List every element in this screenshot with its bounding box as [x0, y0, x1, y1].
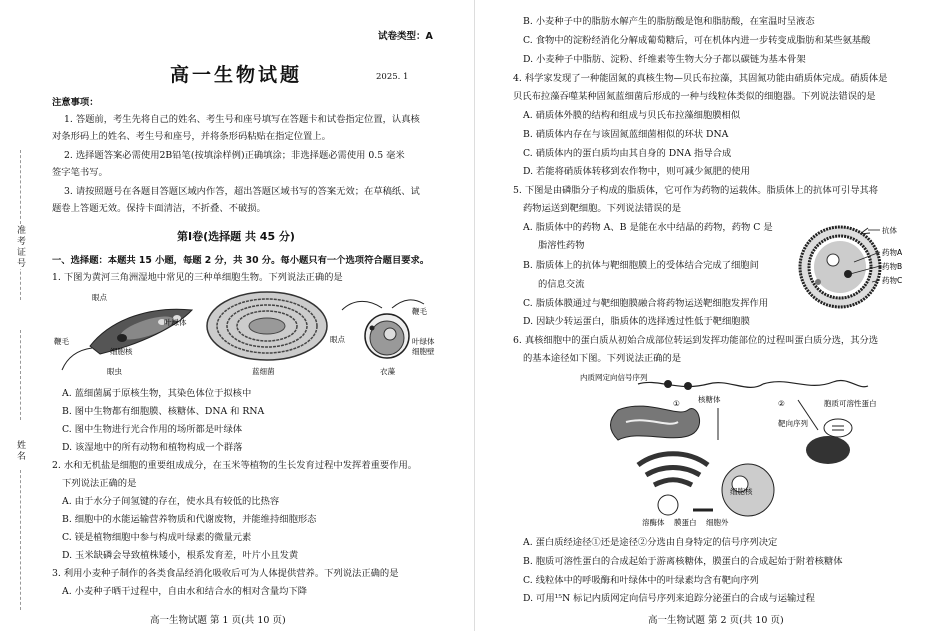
question-4-stem: 贝氏布拉藻吞噬某种固氮蓝细菌后形成的一种与线粒体类似的细胞器。下列说法错误的是: [513, 91, 876, 102]
question-4-stem: 4. 科学家发现了一种能固氮的真核生物—贝氏布拉藻，其固氮功能由硝质体完成。硝质体是: [513, 73, 888, 84]
fig-label: ①: [673, 399, 680, 408]
fig-label: 细胞核: [730, 487, 753, 496]
option: D. 该湿地中的所有动物和植物构成一个群落: [62, 442, 243, 453]
option: D. 因缺少转运蛋白，脂质体的选择透过性低于靶细胞膜: [523, 316, 750, 327]
option: C. 硝质体内的蛋白质均由其自身的 DNA 指导合成: [523, 148, 732, 159]
option: C. 食物中的淀粉经消化分解成葡萄糖后，可在机体内进一步转变成脂肪和某些氨基酸: [523, 35, 871, 46]
fig-label: 眼点: [92, 293, 107, 302]
fig-label: 衣藻: [380, 367, 395, 376]
question-5-stem: 5. 下图是由磷脂分子构成的脂质体，它可作为药物的运载体。脂质体上的抗体可引导其将: [513, 185, 879, 196]
option: 脂溶性药物: [538, 240, 585, 251]
option: A. 硝质体外膜的结构和组成与贝氏布拉藻细胞膜相似: [523, 110, 741, 121]
fig-label: 叶绿体: [164, 318, 187, 327]
notice-line: 1. 答题前，考生先将自己的姓名、考生号和座号填写在答题卡和试卷指定位置，认真核: [64, 114, 420, 125]
option: C. 镁是植物细胞中参与构成叶绿素的微量元素: [62, 532, 252, 543]
fig-label: 溶酶体: [642, 518, 665, 527]
option: B. 小麦种子中的脂肪水解产生的脂肪酸是饱和脂肪酸，在室温时呈液态: [523, 16, 815, 27]
option: D. 可用¹⁵N 标记内质网定向信号序列来追踪分泌蛋白的合成与运输过程: [523, 593, 815, 604]
fig-label: 药物C: [882, 276, 903, 285]
fig-label: ②: [778, 399, 785, 408]
option: A. 小麦种子晒干过程中，自由水和结合水的相对含量均下降: [62, 586, 308, 597]
option: A. 脂质体中的药物 A、B 是能在水中结晶的药物，药物 C 是: [523, 222, 773, 233]
fig-label: 眼虫: [107, 367, 122, 376]
option: B. 硝质体内存在与该固氮蓝细菌相似的环状 DNA: [523, 129, 729, 140]
notice-line: 2. 选择题答案必需使用2B铅笔(按填涂样例)正确填涂；非选择题必需使用 0.5 毫米: [64, 150, 405, 161]
binding-line: [20, 330, 21, 420]
liposome-figure: [798, 222, 908, 312]
fig-label: 膜蛋白: [674, 518, 697, 527]
fig-label: 核糖体: [698, 395, 721, 404]
option: C. 图中生物进行光合作用的场所都是叶绿体: [62, 424, 243, 435]
option: 的信息交流: [538, 279, 585, 290]
page-divider: [474, 0, 475, 631]
notice-line: 题卷上答题无效。保持卡面清洁，不折叠、不破损。: [52, 203, 266, 214]
option: A. 由于水分子间氢键的存在，使水具有较低的比热容: [62, 496, 280, 507]
fig-label: 蓝细菌: [252, 367, 275, 376]
fig-label: 细胞壁: [412, 347, 435, 356]
question-2-stem: 2. 水和无机盐是细胞的重要组成成分，在玉米等植物的生长发育过程中发挥着重要作用。: [52, 460, 418, 471]
fig-label: 抗体: [882, 226, 897, 235]
page-footer: 高一生物试题 第 2 页(共 10 页): [648, 615, 784, 626]
section-instructions: 一、选择题：本题共 15 小题，每题 2 分，共 30 分。每小题只有一个选项符合题目要求。: [52, 255, 430, 266]
option: A. 蛋白质经途径①还是途径②分选由自身特定的信号序列决定: [523, 537, 778, 548]
option: D. 玉米缺磷会导致植株矮小，根系发育差，叶片小且发黄: [62, 550, 299, 561]
notice-heading: 注意事项：: [52, 97, 99, 108]
question-2-stem: 下列说法正确的是: [62, 478, 137, 489]
fig-label: 鞭毛: [54, 337, 69, 346]
section-title: 第Ⅰ卷(选择题 共 45 分): [177, 230, 295, 243]
fig-label: 胞质可溶性蛋白: [824, 399, 877, 408]
paper-type: 试卷类型：A: [378, 31, 433, 42]
notice-line: 签字笔书写。: [52, 167, 108, 178]
option: D. 小麦种子中脂肪、淀粉、纤维素等生物大分子都以碳链为基本骨架: [523, 54, 806, 65]
name-label: 姓名: [15, 440, 25, 462]
question-6-stem: 6. 真核细胞中的蛋白质从初始合成部位转运到发挥功能部位的过程叫蛋白质分选，其分选: [513, 335, 879, 346]
protein-sorting-figure: [578, 370, 908, 530]
option: B. 图中生物都有细胞膜、核糖体、DNA 和 RNA: [62, 406, 265, 417]
fig-label: 靶向序列: [778, 419, 808, 428]
notice-line: 3. 请按照题号在各题目答题区域内作答，超出答题区域书写的答案无效；在草稿纸、试: [64, 186, 420, 197]
option: D. 若能将硝质体转移到农作物中，则可减少氮肥的使用: [523, 166, 750, 177]
question-3-stem: 3. 利用小麦种子制作的各类食品经消化吸收后可为人体提供营养。下列说法正确的是: [52, 568, 399, 579]
question-5-stem: 药物运送到靶细胞。下列说法错误的是: [523, 203, 682, 214]
page-footer: 高一生物试题 第 1 页(共 10 页): [150, 615, 286, 626]
right-page: [478, 0, 950, 631]
option: C. 脂质体膜通过与靶细胞膜融合将药物运送靶细胞发挥作用: [523, 298, 769, 309]
option: B. 脂质体上的抗体与靶细胞膜上的受体结合完成了细胞间: [523, 260, 759, 271]
fig-label: 药物A: [882, 248, 903, 257]
page-title: 高一生物试题: [169, 64, 302, 86]
cyanobacteria-drawing: [207, 292, 327, 360]
question-1-stem: 1. 下图为黄河三角洲湿地中常见的三种单细胞生物。下列说法正确的是: [52, 272, 343, 283]
fig-label: 眼点: [330, 335, 345, 344]
left-page: [0, 0, 472, 631]
fig-label: 药物B: [882, 262, 903, 271]
fig-label: 细胞核: [110, 347, 133, 356]
option: B. 细胞中的水能运输营养物质和代谢废物，并能维持细胞形态: [62, 514, 317, 525]
option: C. 线粒体中的呼吸酶和叶绿体中的叶绿素均含有靶向序列: [523, 575, 759, 586]
question-6-stem: 的基本途径如下图。下列说法正确的是: [523, 353, 682, 364]
notice-line: 对条形码上的姓名、考生号和座号，并将条形码粘贴在指定位置上。: [52, 131, 331, 142]
fig-label: 鞭毛: [412, 307, 427, 316]
option: A. 蓝细菌属于原核生物，其染色体位于拟核中: [62, 388, 252, 399]
fig-label: 内质网定向信号序列: [580, 373, 648, 382]
binding-line: [20, 470, 21, 610]
exam-number-label: 准考证号: [15, 225, 25, 269]
fig-label: 细胞外: [706, 518, 729, 527]
option: B. 胞质可溶性蛋白的合成起始于游离核糖体，膜蛋白的合成起始于附着核糖体: [523, 556, 843, 567]
exam-date: 2025. 1: [376, 72, 409, 82]
q1-figure: [52, 288, 462, 378]
fig-label: 叶绿体: [412, 337, 435, 346]
